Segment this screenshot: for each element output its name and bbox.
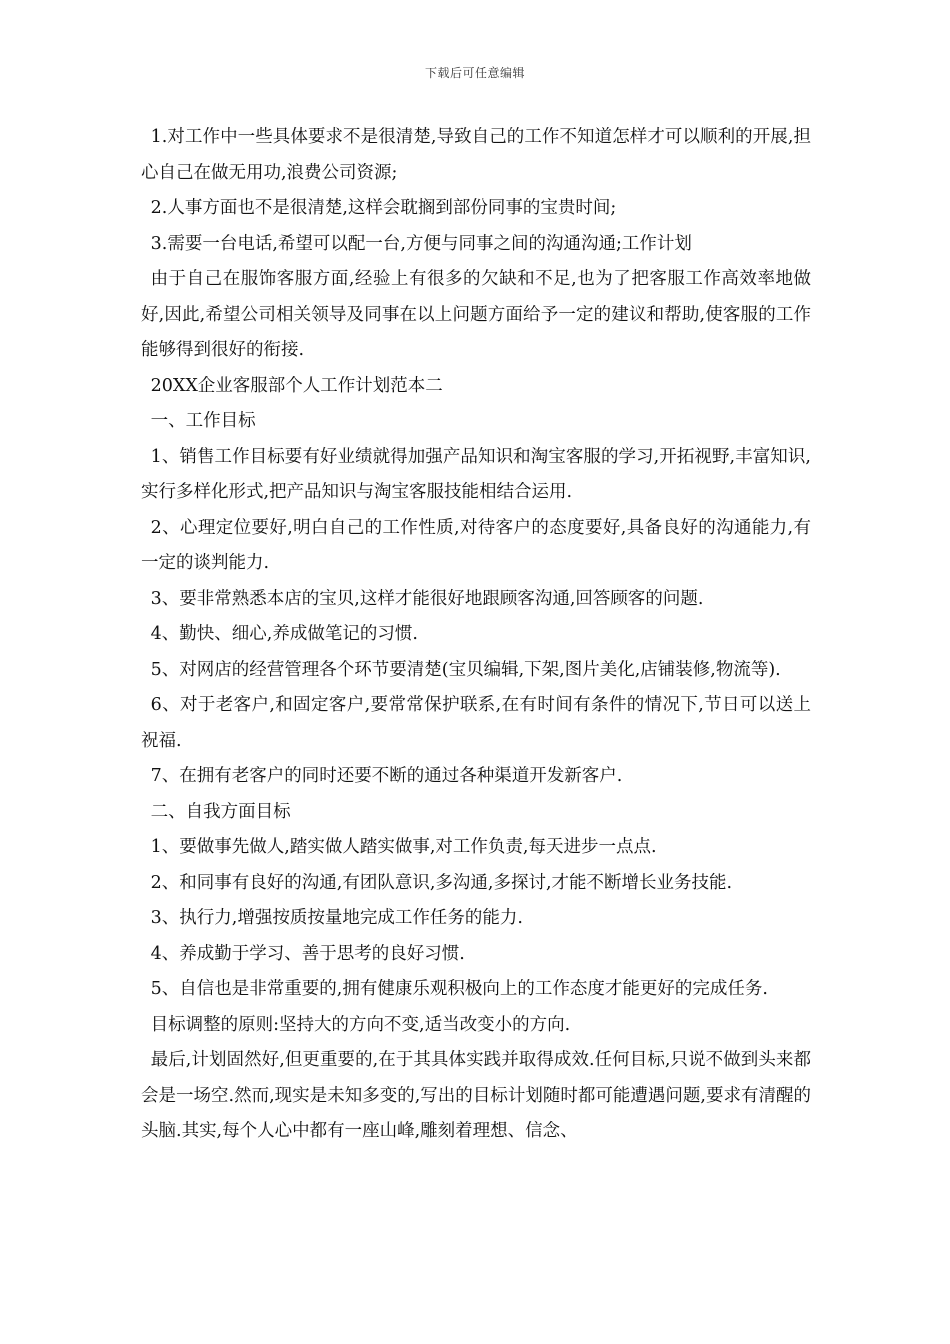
- paragraph: 1、要做事先做人,踏实做人踏实做事,对工作负责,每天进步一点点.: [150, 837, 657, 857]
- paragraph: 5、自信也是非常重要的,拥有健康乐观积极向上的工作态度才能更好的完成任务.: [150, 979, 768, 999]
- paragraph: 由于自己在服饰客服方面,经验上有很多的欠缺和不足,也为了把客服工作高效率地做好,因此,希望公司相关领导及同事在以上问题方面给予一定的建议和帮助,使客服的工作能够得到很好的衔接.: [141, 269, 811, 360]
- page-header: 下载后可任意编辑: [424, 66, 525, 80]
- paragraph: 1.对工作中一些具体要求不是很清楚,导致自己的工作不知道怎样才可以顺利的开展,担心自己在做无用功,浪费公司资源;: [141, 127, 811, 183]
- paragraph: 4、勤快、细心,养成做笔记的习惯.: [150, 624, 418, 644]
- document-body: [141, 120, 811, 1150]
- section-heading: 二、自我方面目标: [150, 801, 291, 822]
- paragraph: 目标调整的原则:坚持大的方向不变,适当改变小的方向.: [150, 1014, 571, 1035]
- paragraph: 5、对网店的经营管理各个环节要清楚(宝贝编辑,下架,图片美化,店铺装修,物流等).: [150, 659, 781, 680]
- paragraph: 2、和同事有良好的沟通,有团队意识,多沟通,多探讨,才能不断增长业务技能.: [150, 872, 733, 893]
- paragraph: 2.人事方面也不是很清楚,这样会耽搁到部份同事的宝贵时间;: [150, 198, 617, 218]
- paragraph: 2、心理定位要好,明白自己的工作性质,对待客户的态度要好,具备良好的沟通能力,有一定的谈判能力.: [141, 517, 811, 573]
- paragraph: 7、在拥有老客户的同时还要不断的通过各种渠道开发新客户.: [150, 766, 623, 786]
- paragraph: 1、销售工作目标要有好业绩就得加强产品知识和淘宝客服的学习,开拓视野,丰富知识,实行多样化形式,把产品知识与淘宝客服技能相结合运用.: [141, 446, 811, 502]
- section-title: 20XX企业客服部个人工作计划范本二: [150, 375, 443, 396]
- paragraph: 3.需要一台电话,希望可以配一台,方便与同事之间的沟通沟通;工作计划: [150, 233, 692, 254]
- paragraph: 4、养成勤于学习、善于思考的良好习惯.: [150, 943, 465, 964]
- paragraph: 6、对于老客户,和固定客户,要常常保护联系,在有时间有条件的情况下,节日可以送上祝福.: [141, 695, 811, 751]
- paragraph: 最后,计划固然好,但更重要的,在于其具体实践并取得成效.任何目标,只说不做到头来都会是一场空.然而,现实是未知多变的,写出的目标计划随时都可能遭遇问题,要求有清醒的头脑.其实,每个人心中都有一座山峰,雕刻着理想、信念、: [141, 1050, 811, 1141]
- paragraph: 3、执行力,增强按质按量地完成工作任务的能力.: [150, 908, 523, 928]
- paragraph: 3、要非常熟悉本店的宝贝,这样才能很好地跟顾客沟通,回答顾客的问题.: [150, 588, 704, 609]
- section-heading: 一、工作目标: [150, 411, 256, 431]
